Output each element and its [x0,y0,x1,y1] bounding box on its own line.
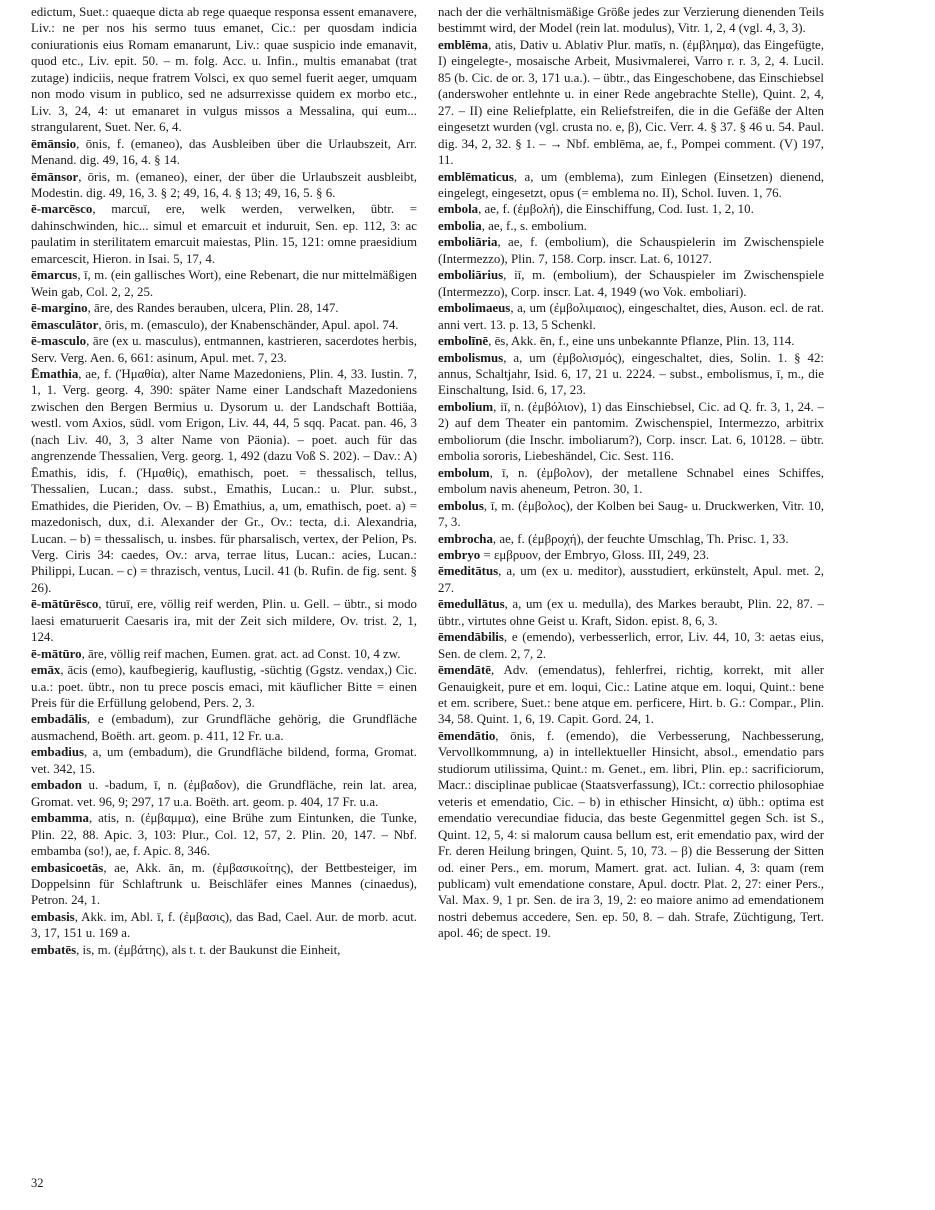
entry-text: , ī, m. (ein gallisches Wort), eine Rebenart, die nur mittelmäßigen Wein gab, Col. 2, 2, 25. [31,268,417,299]
dictionary-entry [31,4,417,136]
entry-text: , a, um (emblema), zum Einlegen (Einsetzen) dienend, eingelegt, eingesetzt, opus (= emblema no. II), Schol. Iuven. 1, 76. [438,169,824,200]
entry-headword: embolīnē [438,334,489,349]
entry-headword: ē-marcēsco [31,202,93,217]
entry-headword: embamma [31,811,89,826]
entry-text: , a, um (ex u. medulla), des Markes beraubt, Plin. 22, 87. – übtr., virtutes ohne Geist u. Kraft, Sidon. epist. 8, 6, 3. [438,597,824,628]
right-column [438,4,824,942]
entry-text: , āre, des Randes berauben, ulcera, Plin. 28, 147. [87,301,339,316]
entry-headword: embadālis [31,712,87,727]
entry-text: , Akk. im, Abl. ī, f. (ἐμβασις), das Bad, Cael. Aur. de morb. acut. 3, 17, 151 u. 169 a. [31,909,417,941]
entry-headword: embrocha [438,531,493,546]
entry-text: , ae, Akk. ān, m. (ἐμβασικοίτης), der Bettbesteiger, im Doppelsinn für Schlaftrunk u. Beischläfer eines Mannes (cinaedus), Petron. 24, 1. [31,860,417,908]
dictionary-entry [438,531,824,547]
entry-text: , ācis (emo), kaufbegierig, kauflustig, -süchtig (Ggstz. vendax,) Cic. u.a.: poet. übtr., non tu prece poscis emaci, mit käuflicher Bitte = einen Preis für die Erfüllung gelobend, Pers. 2, 3. [31,663,417,711]
entry-text: , atis, n. (ἐμβαμμα), eine Brühe zum Eintunken, die Tunke, Plin. 22, 88. Apic. 3, 103: Plur., Col. 12, 57, 2. Plin. 20, 147. – Nbf. embamba (so!), ae, f. Apic. 8, 346. [31,811,417,859]
entry-text: , e (embadum), zur Grundfläche gehörig, die Grundfläche ausmachend, Boëth. art. geom. p. 411, 12 Fr. u.a. [31,712,417,743]
dictionary-entry [438,547,824,563]
dictionary-entry [438,37,824,169]
entry-text: , āre, völlig reif machen, Eumen. grat. act. ad Const. 10, 4 zw. [81,646,401,661]
entry-text: , ae, f. (Ἠμαθία), alter Name Mazedoniens, Plin. 4, 33. Iustin. 7, 1, 1. Verg. georg. 4, 390: später Name einer Landschaft Mazedoniens zwischen den Bergen Bermius u. Dysorum u. der Landschaft Bottiäa, westl. vom Axios, südl. vom Erigon, Liv. 44, 44, 5 sqq. Pacat. pan. 46, 3 (nach Liv. 40, 3, 3 alter Name von Päonia). – poet. auch für das angrenzende Thessalien, Verg. georg. 1, 492 (dazu Voß S. 202). – Dav.: A) Ēmathis, idis, f. (Ἠμαθίς), emathisch, poet. = thessalisch, tellus, Thessalien, Lucan.; dass. subst., Emathis, Lucan.: u. Plur. subst., Emathides, die Pieriden, Ov. – B) Ēmathius, a, um, emathisch, poet. a) = mazedonisch, dux, d.i. Alexander der Gr., Ov.: tecta, d.i. Alexandria, Lucan. – b) = thessalisch, u. insbes. für pharsalisch, vertex, der Pelion, Ps. Verg. Ciris 34: caedes, Ov.: arva, terrae litus, Lucan.: acies, Lucan.: Philippi, Lucan. – c) = thrazisch, ventus, Lucil. 41 (b. Rufin. de fig. sent. § 26). [31,366,417,595]
entry-headword: emblēma [438,37,489,52]
entry-headword: embolus [438,498,484,513]
dictionary-entry [438,465,824,498]
entry-headword: Ēmathia [31,366,79,381]
entry-headword: embadius [31,745,85,760]
entry-text: , iī, m. (embolium), der Schauspieler im Zwischenspiele (Intermezzo), Corp. inscr. Lat. 4, 1949 (wo Vok. emboliari). [438,268,824,299]
entry-text: , ae, f., s. embolium. [481,218,587,233]
entry-headword: embola [438,202,479,217]
entry-text: , ae, f. (ἐμβολή), die Einschiffung, Cod. Iust. 1, 2, 10. [478,202,754,217]
entry-headword: emboliāria [438,235,498,250]
entry-text: , a, um (ex u. meditor), ausstudiert, erkünstelt, Apul. met. 2, 27. [438,564,824,595]
dictionary-entry [438,399,824,465]
entry-headword: embolium [438,399,494,414]
entry-text: , ōris, m. (emaneo), einer, der über die Urlaubszeit ausbleibt, Modestin. dig. 49, 16, 3. § 2; 49, 16, 4. § 13; 49, 16, 5. § 6. [31,169,417,200]
dictionary-entry [31,300,417,316]
dictionary-entry [31,333,417,366]
entry-headword: ēmānsor [31,169,79,184]
entry-headword: ēmendātē [438,663,491,678]
entry-headword: ēmarcus [31,268,78,283]
entry-headword: embadon [31,778,82,793]
dictionary-entry [31,267,417,300]
entry-text: , ī, n. (ἐμβολον), der metallene Schnabel eines Schiffes, embolum navis aheneum, Petron. 30, 1. [438,465,824,497]
entry-text: , ēs, Akk. ēn, f., eine uns unbekannte Pflanze, Plin. 13, 114. [488,334,795,349]
dictionary-entry [438,728,824,942]
entry-text: nach der die verhältnismäßige Größe jedes zur Verzierung dienenden Teils bestimmt wird, der Model (rein lat. modulus), Vitr. 1, 2, 4 (vgl. 4, 3, 3). [438,5,824,36]
entry-text: , marcuī, ere, welk werden, verwelken, übtr. = dahinschwinden, hic... simul et emarcuit et induruit, Sen. ep. 112, 3: ac paulatim in sterilitatem emarcuit maiestas, Plin. 15, 121: omne praesidium emarcescit, Hieron. in Isai. 5, 17, 4. [31,202,417,266]
dictionary-entry [438,563,824,596]
dictionary-entry [31,646,417,662]
entry-text: edictum, Suet.: quaeque dicta ab rege quaeque responsa essent emanavere, Liv.: ne per nos his sermo tuus emanet, Cic.: per quosdam indicia coniurationis eius Romam emanarunt, Liv.: quae suspicio inde emanavit, quod etc., Liv. epit. 50. – m. folg. Acc. u. Infin., multis emanabat (trat zutage) indiciis, neque fratrem Volsci, ex quo semel fuerit aeger, umquam non modo visum in publico, sed ne adsurrexisse quidem ex morbo etc., Liv. 3, 24, 4: ut emanaret in vulgus missos a Messalina, qui eum... strangularent, Suet. Ner. 6, 4. [31,5,417,135]
entry-text: , ī, m. (ἐμβολος), der Kolben bei Saug- u. Druckwerken, Vitr. 10, 7, 3. [438,498,824,530]
entry-headword: ēmedullātus [438,597,505,612]
entry-text: u. -badum, ī, n. (ἐμβαδον), die Grundfläche, rein lat. area, Gromat. vet. 96, 9; 297, 17 u.a. Boëth. art. geom. p. 404, 17 Fr. u.a. [31,778,417,809]
entry-text: , atis, Dativ u. Ablativ Plur. matīs, n. (ἐμβλημα), das Eingefügte, I) eingelegte-, mosaische Arbeit, Musivmalerei, Varro r. r. 3, 2, 4. Lucil. 85 (b. Cic. de or. 3, 171 u.a.). – übtr., das Eingeschobene, das Einschiebsel (anderswoher entlehnte u. in einer Rede angebrachte Stelle), Quint. 2, 4, 27. – II) eine Reliefplatte, ein Reliefstreifen, die in die Gefäße der Alten eingesetzt wurden (vgl. crusta no. e, β), Cic. Verr. 4. § 37. § 46 u. 54. Paul. dig. 34, 2, 32. § 1. – → Nbf. emblēma, ae, f., Pompei comment. (V) 197, 11. [438,37,824,168]
dictionary-entry [31,777,417,810]
dictionary-entry [438,218,824,234]
entry-headword: embryo [438,547,481,562]
dictionary-entry [438,350,824,399]
entry-headword: ēmeditātus [438,564,499,579]
dictionary-entry [438,169,824,202]
entry-headword: ēmasculātor [31,317,99,332]
entry-headword: embolia [438,218,482,233]
entry-headword: embolum [438,465,490,480]
entry-text: , ae, f. (ἐμβροχή), der feuchte Umschlag, Th. Prisc. 1, 33. [492,531,789,546]
dictionary-entry [438,498,824,531]
left-column [31,4,417,958]
entry-headword: ēmānsio [31,136,77,151]
entry-text: , ōnis, f. (emaneo), das Ausbleiben über die Urlaubszeit, Arr. Menand. dig. 49, 16, 4. § 14. [31,136,417,168]
entry-headword: embasicoetās [31,860,104,875]
entry-text: , e (emendo), verbesserlich, error, Liv. 44, 10, 3: aetas eius, Sen. de clem. 2, 7, 2. [438,630,824,661]
dictionary-entry [31,744,417,777]
dictionary-entry [438,333,824,349]
entry-headword: emāx [31,663,61,678]
entry-text: , a, um (ἐμβολιμαιος), eingeschaltet, dies, Auson. ecl. de rat. anni vert. 13. p. 13, 5 Schenkl. [438,301,824,332]
dictionary-entry [31,909,417,942]
entry-headword: ēmendātio [438,728,496,743]
entry-text: = εμβρυον, der Embryo, Gloss. III, 249, 23. [480,547,710,562]
dictionary-entry [438,4,824,37]
dictionary-entry [31,317,417,333]
entry-text: , a, um (ἐμβολισμός), eingeschaltet, dies, Solin. 1. § 42: annus, Schaltjahr, Isid. 6, 17, 21 u. 2224. – subst., embolismus, ī, m., die Einschaltung, Isid. 6, 17, 23. [438,350,824,398]
dictionary-entry [31,136,417,169]
entry-headword: ē-mātūrēsco [31,597,99,612]
page-number: 32 [31,1176,44,1190]
entry-headword: ē-margino [31,301,88,316]
entry-text: , ōnis, f. (emendo), die Verbesserung, Nachbesserung, Vervollkommnung, a) in intellektueller Hinsicht, absol., emendatio pars studiorum utilissima, Quint.: m. Genet., em. libri, Plin. ep.: sacrificiorum, Macr.: disciplinae publicae (Staatsverfassung), ICt.: correctio philosophiae veteris et emendatio, Cic. – b) in ethischer Hinsicht, α) übh.: optima est emendatio verecundiae fiducia, das beste Gegenmittel gegen Sch. ist S., Quint. 12, 5, 4: si malorum causa bellum est, erit emendatio pax, wird der Fr. deren Heilung bringen, Quint. 5, 10, 73. – β) die Besserung der Sitten od. einer Pers., em. morum, Mamert. grat. act. Iulian. 4, 3: quam (rem publicam) vult emendatione constare, Apul. doctr. Plat. 2, 27: einer Pers., Val. Max. 9, 1 pr. Sen. de ira 3, 19, 2: eo maiore animo ad emendationem nostri debemus accedere, Sen. ep. 50, 8. – dah. Strafe, Züchtigung, Tert. apol. 46; de spect. 19. [438,728,824,941]
entry-headword: ē-mātūro [31,646,82,661]
entry-headword: emblēmaticus [438,169,514,184]
dictionary-entry [31,942,417,958]
dictionary-entry [438,662,824,728]
entry-text: , a, um (embadum), die Grundfläche bildend, forma, Gromat. vet. 342, 15. [31,745,417,776]
dictionary-entry [31,711,417,744]
entry-text: , iī, n. (ἐμβόλιον), 1) das Einschiebsel, Cic. ad Q. fr. 3, 1, 24. – 2) auf dem Theater ein pantomim. Zwischenspiel, Intermezzo, arbitrix emboliorum (die Inschr. imboliarum?), Corp. inscr. Lat. 6, 10128. – übtr. embolia sororis, Liebeshändel, Cic. Sest. 116. [438,399,824,464]
dictionary-entry [438,267,824,300]
entry-headword: embolismus [438,350,504,365]
dictionary-entry [438,300,824,333]
entry-headword: emboliārius [438,268,504,283]
entry-headword: embasis [31,909,75,924]
dictionary-entry [438,629,824,662]
dictionary-entry [31,596,417,645]
dictionary-entry [31,169,417,202]
entry-headword: embolimaeus [438,301,511,316]
entry-headword: embatēs [31,942,77,957]
dictionary-entry [438,234,824,267]
dictionary-entry [31,201,417,267]
entry-text: , āre (ex u. masculus), entmannen, kastrieren, sacerdotes herbis, Serv. Verg. Aen. 6, 661: asinum, Apul. met. 7, 23. [31,334,417,365]
entry-headword: ē-masculo [31,334,87,349]
entry-text: , is, m. (ἐμβάτης), als t. t. der Baukunst die Einheit, [76,942,341,957]
dictionary-entry [438,201,824,217]
dictionary-entry [31,662,417,711]
dictionary-entry [31,810,417,859]
dictionary-entry [31,860,417,909]
entry-text: , ae, f. (embolium), die Schauspielerin im Zwischenspiele (Intermezzo), Plin. 7, 158. Corp. inscr. Lat. 6, 10127. [438,235,824,266]
entry-text: , Adv. (emendatus), fehlerfrei, richtig, korrekt, mit aller Genauigkeit, pure et em. loqui, Cic.: Latine atque em. loqui, Quint.: bene et em. scribere, Suet.: bene atque em. perficere, Hirt. b. G.: Compar., Plin. 34, 58. Quint. 1, 6, 19. Capit. Gord. 24, 1. [438,663,824,727]
entry-text: , tūruī, ere, völlig reif werden, Plin. u. Gell. – übtr., si modo laesi ematuruerit Caesaris ira, mit der Zeit sich mildere, Ov. trist. 2, 1, 124. [31,597,417,645]
entry-text: , ōris, m. (emasculo), der Knabenschänder, Apul. apol. 74. [98,317,399,332]
dictionary-entry [31,366,417,596]
dictionary-entry [438,596,824,629]
entry-headword: ēmendābilis [438,630,504,645]
